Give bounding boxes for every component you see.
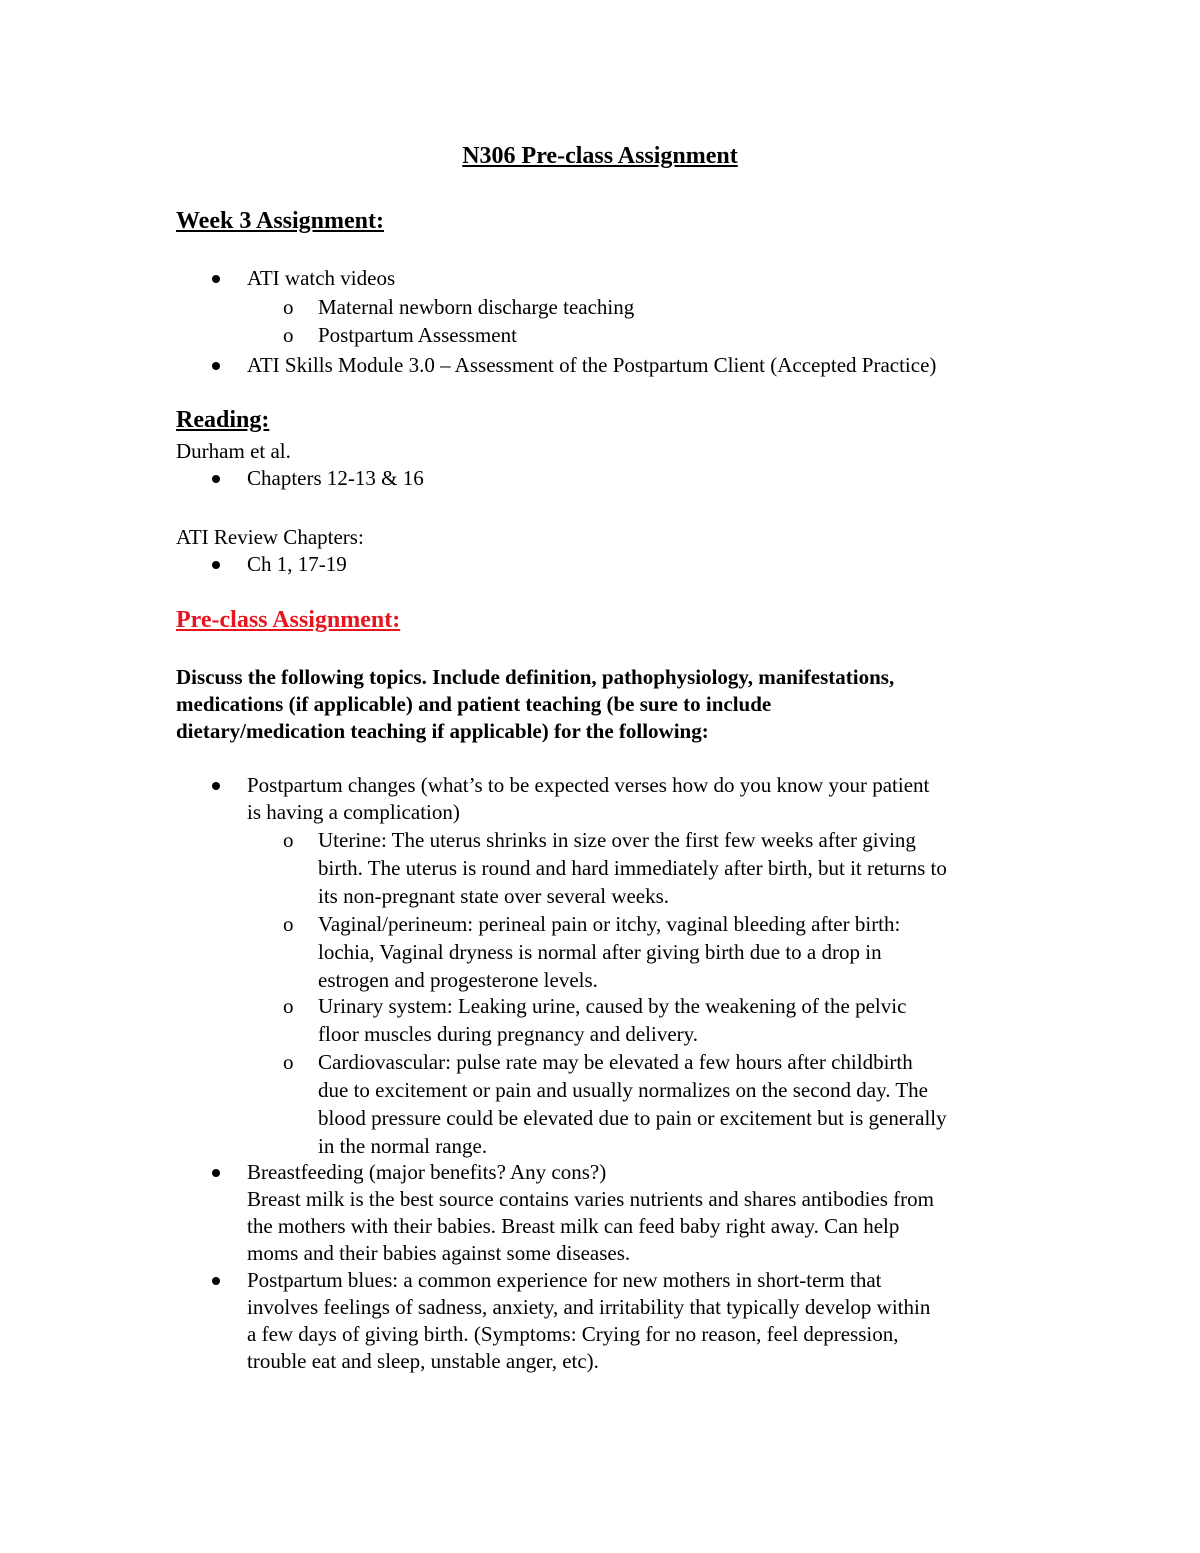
subtopic-line: estrogen and progesterone levels. [318, 968, 598, 992]
subtopic-line: due to excitement or pain and usually normalizes on the second day. The [318, 1078, 928, 1102]
topic-line: the mothers with their babies. Breast milk can feed baby right away. Can help [247, 1214, 900, 1238]
subtopic-line: Uterine: The uterus shrinks in size over the first few weeks after giving [318, 828, 916, 852]
instructions-line: dietary/medication teaching if applicable) for the following: [176, 719, 709, 743]
subtopic-line: floor muscles during pregnancy and delivery. [318, 1022, 699, 1046]
instructions-line: Discuss the following topics. Include definition, pathophysiology, manifestations, [176, 665, 895, 689]
subtopic-line: birth. The uterus is round and hard immediately after birth, but it returns to [318, 856, 947, 880]
subtopic-line: in the normal range. [318, 1134, 488, 1158]
reading-item: Chapters 12-13 & 16 [247, 466, 424, 490]
topic-line: trouble eat and sleep, unstable anger, etc). [247, 1349, 599, 1373]
week-subitem: Postpartum Assessment [318, 323, 517, 347]
ati-review-item: Ch 1, 17-19 [247, 552, 347, 576]
reading-heading: Reading: [176, 407, 270, 433]
week-subitem: Maternal newborn discharge teaching [318, 295, 635, 319]
topic-line: Breastfeeding (major benefits? Any cons?) [247, 1160, 607, 1184]
topic-line: Postpartum blues: a common experience for new mothers in short-term that [247, 1268, 882, 1292]
sub-bullet-icon: o [283, 323, 294, 347]
instructions-line: medications (if applicable) and patient teaching (be sure to include [176, 692, 772, 716]
sub-bullet-icon: o [283, 912, 294, 936]
document-title: N306 Pre-class Assignment [462, 143, 738, 169]
bullet-icon [212, 275, 220, 283]
week-item-label: ATI Skills Module 3.0 – Assessment of the Postpartum Client (Accepted Practice) [247, 353, 937, 377]
sub-bullet-icon: o [283, 1050, 294, 1074]
bullet-icon [212, 1277, 220, 1285]
week-heading: Week 3 Assignment: [176, 208, 385, 234]
subtopic-line: Cardiovascular: pulse rate may be elevated a few hours after childbirth [318, 1050, 913, 1074]
sub-bullet-icon: o [283, 994, 294, 1018]
sub-bullet-icon: o [283, 295, 294, 319]
topic-line: Postpartum changes (what’s to be expected verses how do you know your patient [247, 773, 930, 797]
bullet-icon [212, 362, 220, 370]
sub-bullet-icon: o [283, 828, 294, 852]
bullet-icon [212, 782, 220, 790]
subtopic-line: Vaginal/perineum: perineal pain or itchy, vaginal bleeding after birth: [318, 912, 901, 936]
reading-author: Durham et al. [176, 439, 291, 463]
bullet-icon [212, 475, 220, 483]
bullet-icon [212, 561, 220, 569]
topic-line: moms and their babies against some diseases. [247, 1241, 631, 1265]
topic-line: Breast milk is the best source contains varies nutrients and shares antibodies from [247, 1187, 935, 1211]
ati-review-label: ATI Review Chapters: [176, 525, 364, 549]
subtopic-line: Urinary system: Leaking urine, caused by the weakening of the pelvic [318, 994, 907, 1018]
bullet-icon [212, 1169, 220, 1177]
subtopic-line: lochia, Vaginal dryness is normal after giving birth due to a drop in [318, 940, 882, 964]
topic-line: a few days of giving birth. (Symptoms: Crying for no reason, feel depression, [247, 1322, 899, 1346]
subtopic-line: blood pressure could be elevated due to pain or excitement but is generally [318, 1106, 947, 1130]
subtopic-line: its non-pregnant state over several weeks. [318, 884, 670, 908]
week-item-label: ATI watch videos [247, 266, 396, 290]
topic-line: involves feelings of sadness, anxiety, and irritability that typically develop within [247, 1295, 931, 1319]
preclass-heading: Pre-class Assignment: [176, 607, 401, 633]
topic-line: is having a complication) [247, 800, 460, 824]
